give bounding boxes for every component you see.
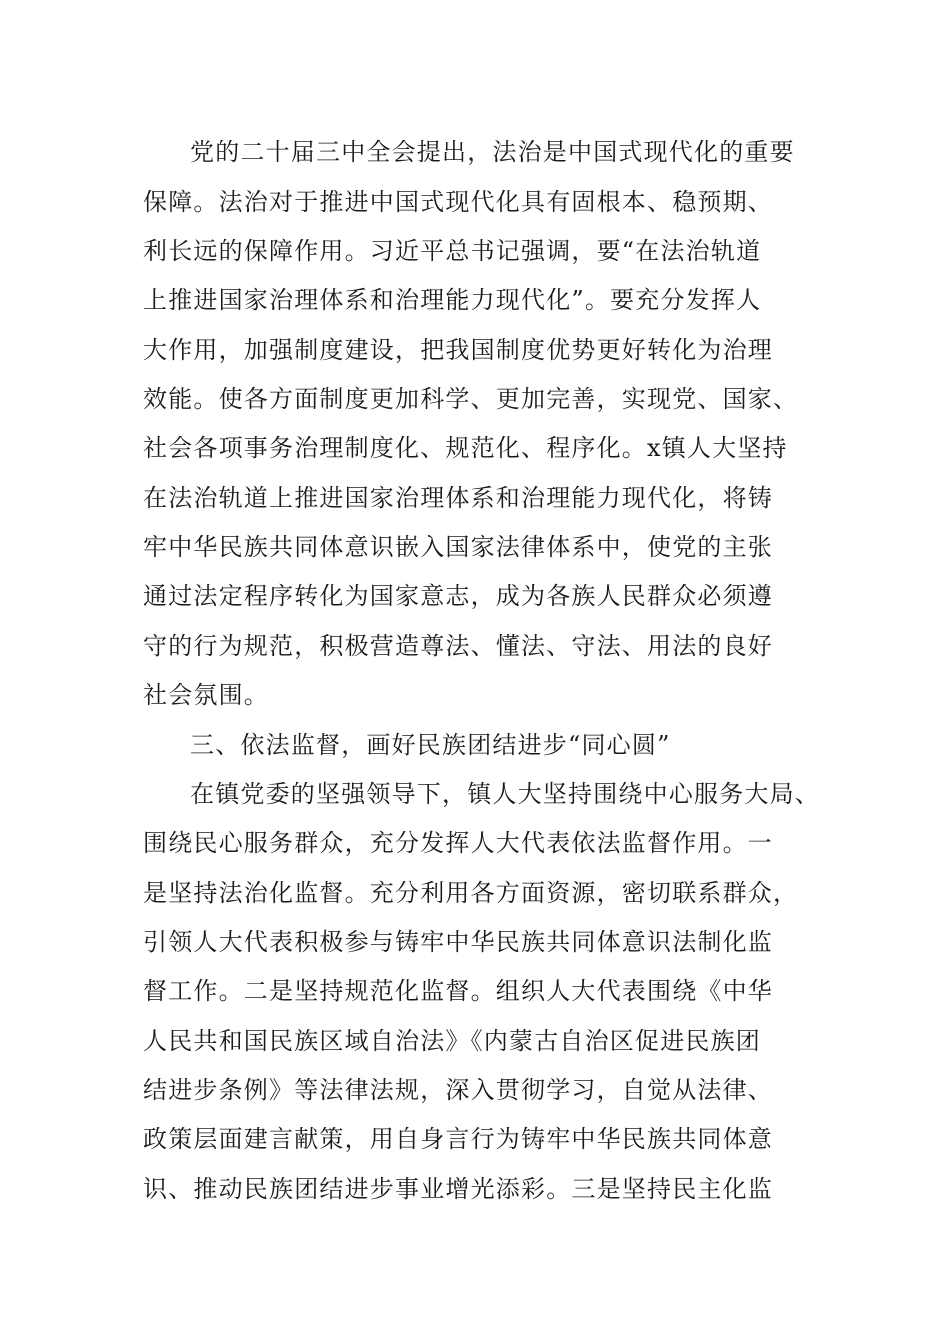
paragraph-line: 引领人大代表积极参与铸牢中华民族共同体意识法制化监 [143, 928, 773, 956]
paragraph-line: 社会各项事务治理制度化、规范化、程序化。x镇人大坚持 [143, 434, 788, 462]
paragraph-line: 守的行为规范，积极营造尊法、懂法、守法、用法的良好 [143, 632, 773, 660]
paragraph-line: 是坚持法治化监督。充分利用各方面资源，密切联系群众， [143, 879, 799, 907]
paragraph-line: 大作用，加强制度建设，把我国制度优势更好转化为治理 [143, 336, 773, 364]
paragraph-line: 上推进国家治理体系和治理能力现代化”。要充分发挥人 [143, 286, 762, 314]
paragraph-line: 人民共和国民族区域自治法》《内蒙古自治区促进民族团 [143, 1027, 761, 1055]
paragraph-line: 社会氛围。 [143, 681, 269, 709]
paragraph-line: 利长远的保障作用。习近平总书记强调，要“在法治轨道 [143, 237, 762, 265]
paragraph-line: 在法治轨道上推进国家治理体系和治理能力现代化，将铸 [143, 484, 773, 512]
paragraph-line: 效能。使各方面制度更加科学、更加完善，实现党、国家、 [143, 385, 799, 413]
paragraph-line: 政策层面建言献策，用自身言行为铸牢中华民族共同体意 [143, 1125, 773, 1153]
paragraph-line: 在镇党委的坚强领导下，镇人大坚持围绕中心服务大局、 [190, 780, 820, 808]
paragraph-line: 牢中华民族共同体意识嵌入国家法律体系中，使党的主张 [143, 533, 773, 561]
section-heading: 三、依法监督，画好民族团结进步“同心圆” [190, 731, 671, 759]
paragraph-line: 督工作。二是坚持规范化监督。组织人大代表围绕《中华 [143, 977, 773, 1005]
paragraph-line: 围绕民心服务群众，充分发挥人大代表依法监督作用。一 [143, 829, 773, 857]
paragraph-line: 识、推动民族团结进步事业增光添彩。三是坚持民主化监 [143, 1175, 773, 1203]
paragraph-line: 结进步条例》等法律法规，深入贯彻学习，自觉从法律、 [143, 1076, 773, 1104]
paragraph-line: 党的二十届三中全会提出，法治是中国式现代化的重要 [190, 138, 795, 166]
paragraph-line: 保障。法治对于推进中国式现代化具有固根本、稳预期、 [143, 188, 773, 216]
paragraph-line: 通过法定程序转化为国家意志，成为各族人民群众必须遵 [143, 582, 773, 610]
